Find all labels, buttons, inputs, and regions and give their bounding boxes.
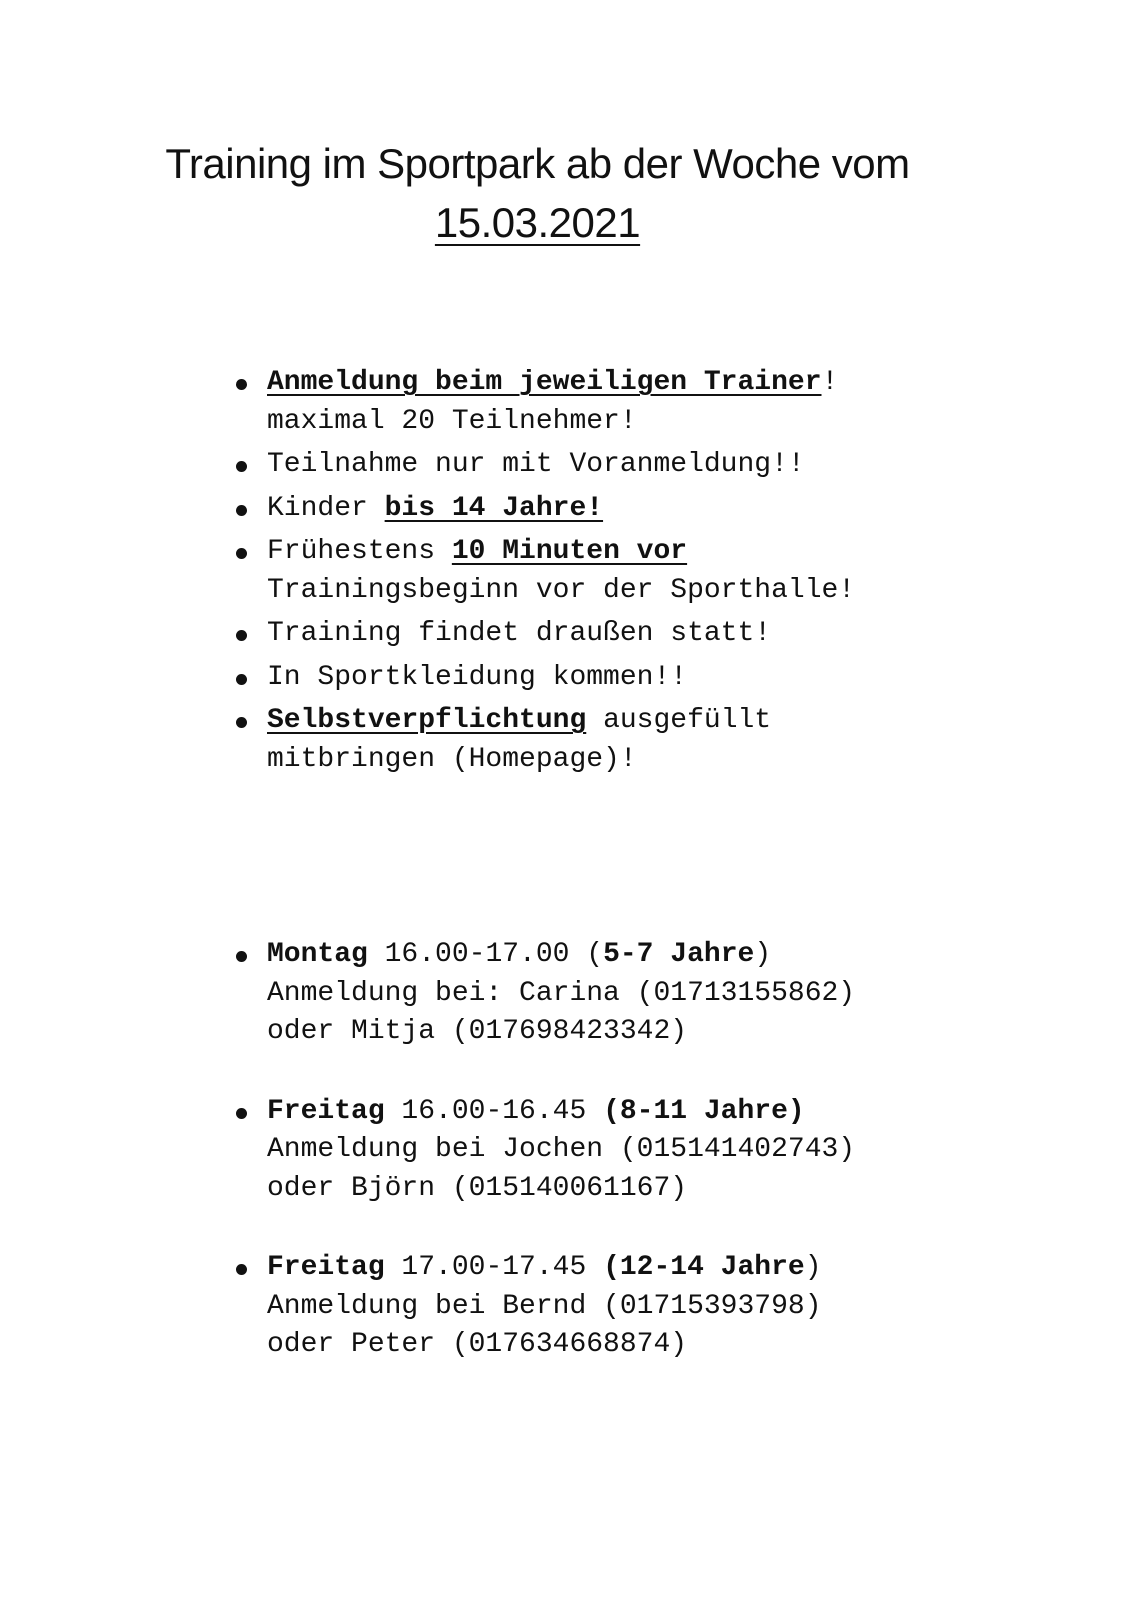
age-paren: ) [754,939,772,970]
rule-item-age-limit [236,490,1116,529]
schedule-time: 17.00-17.45 [384,1252,604,1283]
schedule-time: 16.00-17.00 [367,939,587,970]
rule-text-line2: maximal 20 Teilnehmer! [267,405,637,437]
schedule-age: (8-11 Jahre) [603,1095,805,1127]
schedule-item-friday-late [236,1249,1116,1365]
rule-text: Kinder [267,492,385,524]
schedule-contact: Anmeldung bei Jochen (015141402743) [267,1134,856,1165]
rule-strong: 10 Minuten vor [451,536,688,567]
bullet-icon [236,1264,247,1275]
schedule-contact-alt: oder Peter (017634668874) [267,1329,688,1360]
rule-strong: Selbstverpflichtung [267,705,587,736]
page-title: Training im Sportpark ab der Woche vom [165,140,910,187]
bullet-icon [236,548,247,559]
schedule-day: Freitag [267,1252,385,1283]
rule-text: In Sportkleidung kommen!! [267,661,688,693]
bullet-icon [236,1108,247,1119]
bullet-icon [236,461,247,472]
schedule-item-monday [236,936,1116,1052]
age-paren: ) [804,1252,822,1283]
rule-text: ! [821,367,839,398]
rule-item-sportswear [236,659,1116,698]
schedule-age: 5-7 Jahre [603,939,755,970]
schedule-list [236,936,1116,1406]
start-date: 15.03.2021 [434,199,641,246]
schedule-contact: Anmeldung bei: Carina (01713155862) [267,977,856,1009]
schedule-time: 16.00-16.45 [384,1095,604,1127]
rules-list [236,364,1116,784]
schedule-age: (12-14 Jahre [603,1252,805,1283]
schedule-contact-alt: oder Björn (015140061167) [267,1172,688,1204]
bullet-icon [236,951,247,962]
rule-item-registration [236,364,1116,441]
rule-strong: bis 14 Jahre! [384,492,604,524]
schedule-item-friday-early [236,1093,1116,1209]
schedule-contact-alt: oder Mitja (017698423342) [267,1016,688,1047]
rule-text: Teilnahme nur mit Voranmeldung!! [267,449,805,480]
rule-text: ausgefüllt [586,705,772,736]
age-paren: ( [586,939,604,970]
rule-text-line2: Trainingsbeginn vor der Sporthalle! [267,574,856,606]
bullet-icon [236,379,247,390]
bullet-icon [236,674,247,685]
bullet-icon [236,505,247,516]
rule-text: Frühestens [267,536,452,567]
schedule-day: Freitag [267,1095,385,1127]
rule-item-preregistration [236,446,1116,485]
rule-item-self-declaration [236,702,1116,779]
bullet-icon [236,717,247,728]
schedule-contact: Anmeldung bei Bernd (01715393798) [267,1290,822,1322]
rule-text-line2: mitbringen (Homepage)! [267,743,637,775]
rule-item-arrival [236,533,1116,610]
bullet-icon [236,630,247,641]
rule-item-outdoor [236,615,1116,654]
schedule-day: Montag [267,939,368,970]
rule-strong: Anmeldung beim jeweiligen Trainer [267,367,822,398]
rule-text: Training findet draußen statt! [267,618,772,649]
